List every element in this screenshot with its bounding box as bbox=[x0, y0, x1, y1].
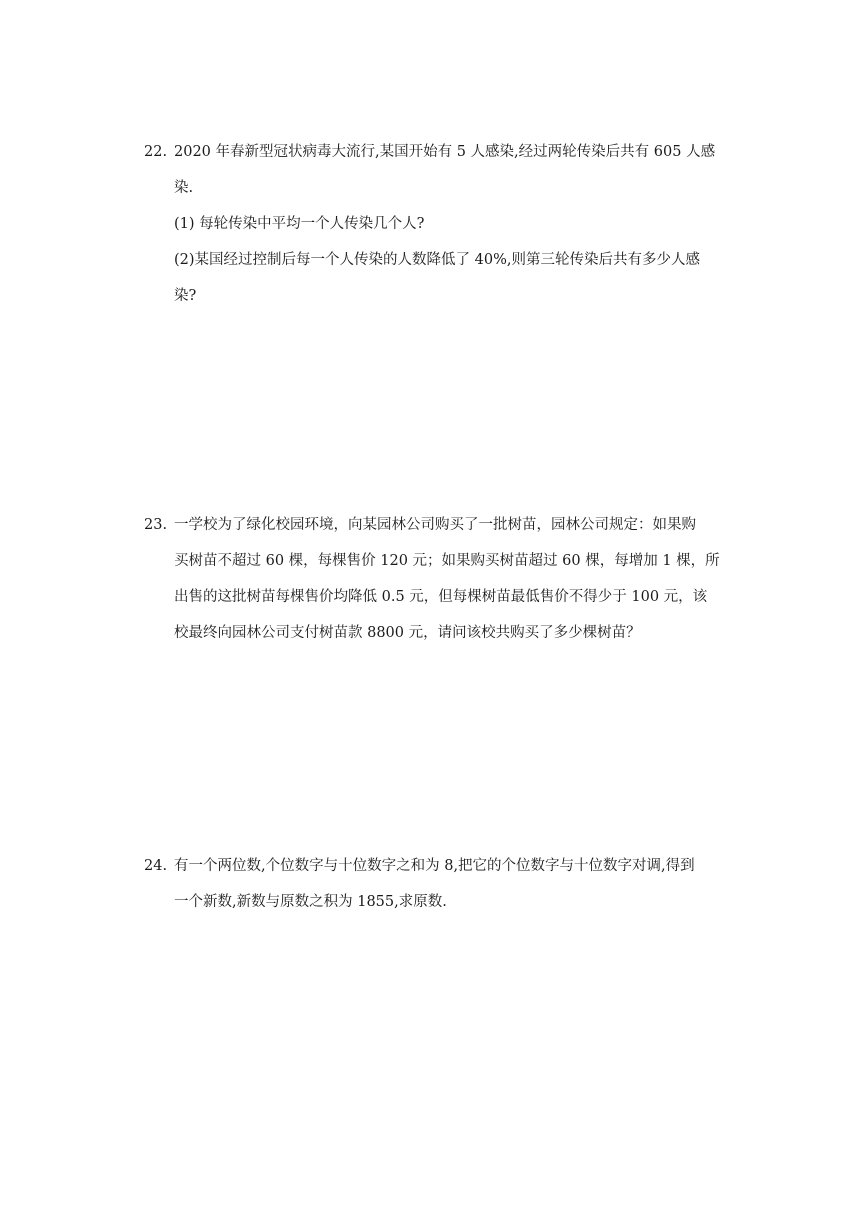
problem-text bbox=[174, 134, 724, 314]
problem-22 bbox=[144, 134, 724, 314]
problem-line: 一学校为了绿化校园环境，向某园林公司购买了一批树苗，园林公司规定：如果购 bbox=[174, 517, 696, 533]
problem-line: 2020 年春新型冠状病毒大流行,某国开始有 5 人感染,经过两轮传染后共有 605 人感 bbox=[174, 144, 716, 160]
problem-24 bbox=[144, 848, 724, 920]
problem-number: 24. bbox=[144, 858, 168, 874]
problem-line: 染? bbox=[174, 288, 197, 304]
problem-line: 出售的这批树苗每棵售价均降低 0.5 元，但每棵树苗最低售价不得少于 100 元，该 bbox=[174, 589, 708, 605]
problem-text bbox=[174, 848, 724, 920]
problem-number: 23. bbox=[144, 517, 168, 533]
sub-question-2: (2)某国经过控制后每一个人传染的人数降低了 40%,则第三轮传染后共有多少人感 bbox=[174, 252, 700, 268]
problem-line: 买树苗不超过 60 棵，每棵售价 120 元；如果购买树苗超过 60 棵，每增加 1 棵，所 bbox=[174, 553, 720, 569]
sub-question-1: (1) 每轮传染中平均一个人传染几个人? bbox=[174, 216, 425, 232]
problem-line: 校最终向园林公司支付树苗款 8800 元，请问该校共购买了多少棵树苗？ bbox=[174, 625, 641, 641]
problem-line: 有一个两位数,个位数字与十位数字之和为 8,把它的个位数字与十位数字对调,得到 bbox=[174, 858, 695, 874]
problem-text bbox=[174, 507, 724, 651]
problem-line: 一个新数,新数与原数之积为 1855,求原数. bbox=[174, 894, 447, 910]
problem-line: 染. bbox=[174, 180, 194, 196]
problem-number: 22. bbox=[144, 144, 168, 160]
problem-23 bbox=[144, 507, 724, 651]
